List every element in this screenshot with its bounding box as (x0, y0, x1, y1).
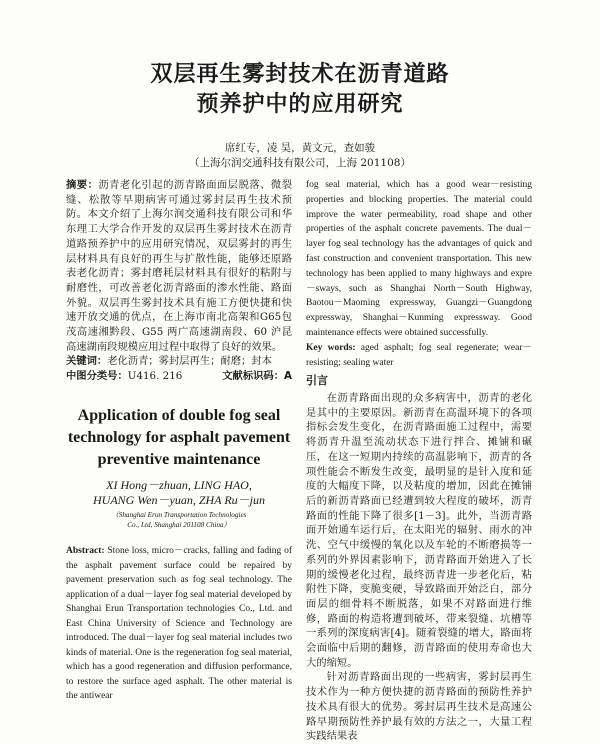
affiliation-en-line1: （Shanghai Erun Transportation Technologies (111, 511, 247, 519)
doc-code (222, 369, 292, 384)
paper-title-zh (0, 60, 600, 120)
keywords-en-label: Key words: (306, 342, 356, 353)
paper-title-zh-line2: 预养护中的应用研究 (196, 92, 404, 117)
keywords-en (306, 341, 532, 371)
clc-value: U416. 216 (127, 370, 183, 383)
authors-en-line1: XI Hong－zhuan, LING HAO, (106, 478, 252, 492)
intro-heading: 引言 (306, 374, 328, 388)
abstract-en-label: Abstract: (66, 546, 105, 556)
clc-label: 中图分类号： (66, 370, 128, 383)
keywords-en-text: aged asphalt; fog seal regenerate; wear－resisting; sealing water (306, 342, 533, 368)
left-column (66, 178, 292, 384)
affiliation-zh: （上海尔润交通科技有限公司，上海 201108） (189, 157, 411, 169)
keywords-zh-text: 老化沥青；雾封层再生；耐磨；封本 (107, 355, 272, 368)
doc-value: A (284, 370, 292, 383)
abstract-en (66, 544, 292, 704)
abstract-zh-text: 沥青老化引起的沥青路面面层脱落、微裂缝、松散等早期病害可通过雾封层再生技术预防。本文介绍了上海尔润交通科技有限公司和华东理工大学合作开发的双层再生雾封技术在沥青道路预养护中的应用研究情况，双层雾封的再生层材料具有良好的再生与扩散性能，能够还原路表老化沥青；雾封磨耗层材料具有很好的粘附与耐磨性，可改善老化沥青路面的渗水性能、路面外貌。双层再生雾封技术具有施工方便快捷和快速开放交通的优点，在上海市南北高架和G65包茂高速湘黔段、G55 两广高速湖南段、60 沪昆高速湖南段规模应用过程中取得了良好的效果。 (66, 179, 293, 353)
keywords-zh-label: 关键词： (66, 355, 108, 368)
authors-zh: 席红专，凌 昊，黄文元，查如骏 (224, 142, 376, 154)
intro-paragraph-1: 在沥青路面出现的众多病害中，沥青的老化是其中的主要原因。新沥青在高温环境下的各项指标会发生变化，在沥青路面施工过程中，需要将沥青升温至流动状态下进行拌合、摊铺和碾压，在这一短期内持续的高温影响下，沥青的各项性能会不断发生改变，最明显的是针入度和延度的大幅度下降，以及粘度的增加，因此在摊铺后的新沥青路面已经遭到较大程度的破坏，沥青路面的性能下降了很多[1－3]。此外，当沥青路面开始通车运行后，在太阳光的辐射、雨水的冲洗、空气中缓慢的氧化以及车轮的不断磨损等一系列的外界因素影响下，沥青路面开始进入了长期的缓慢老化过程，最终沥青进一步老化后，粘附性下降，变脆变硬，导致路面开始泛白，部分面层的细骨料不断脱落，如果不对路面进行维修，路面的构造将遭到破坏，带来裂缝、坑槽等一系列的深度病害[4]。随着裂缝的增大，路面将会面临中后期的翻修，沥青路面的使用寿命也大大的缩短。 (306, 392, 532, 669)
paper-title-en: Application of double fog seal technology for asphalt pavement preventive maintenance (67, 407, 291, 468)
doc-label: 文献标识码： (222, 370, 285, 383)
classification-row (66, 369, 292, 384)
paper-title-zh-line1: 双层再生雾封技术在沥青道路 (150, 62, 450, 87)
authors-en (66, 478, 292, 508)
right-column (306, 178, 532, 744)
abstract-en-text: Stone loss, micro－cracks, falling and fading of the asphalt pavement surface could be repaired by pavement preservation such as fog seal technology. The application of a dual－layer fog seal material developed by Shanghai Erun Transportation technologies Co., Ltd. and East China University of Science and Technology are introduced. The dual－layer fog seal material includes two kinds of material. One is the regeneration fog seal material, which has a good regeneration and diffusion performance, to restore the surface aged asphalt. The other material is the antiwear (66, 546, 292, 701)
authors-en-line2: HUANG Wen－yuan, ZHA Ru－jun (93, 493, 265, 507)
clc-code (66, 369, 182, 384)
abstract-zh (66, 178, 292, 354)
abstract-zh-label: 摘要： (66, 179, 99, 191)
keywords-zh (66, 354, 292, 369)
affiliation-en (66, 510, 292, 530)
affiliation-en-line2: Co., Ltd, Shanghai 201108 China） (127, 521, 231, 529)
abstract-en-continued: fog seal material, which has a good wear－resisting properties and blocking properties. The material could improve the water permeability, road shape and other properties of the asphalt concrete pavements. The dual－layer fog seal technology has the advantages of quick and fast construction and convenient transportation. This new technology has been applied to many highways and expre－sways, such as Shanghai North－South Highway, Baotou－Maoming expressway, Guangzi－Guangdong expressway, Shanghai－Kunming expressway. Good maintenance effects were obtained successfully. (306, 180, 532, 338)
intro-paragraph-2: 针对沥青路面出现的一些病害，雾封层再生技术作为一种方便快捷的沥青路面的预防性养护技术具有很大的优势。雾封层再生技术是高速公路早期预防性养护最有效的方法之一，大量工程实践结果表 (306, 671, 532, 743)
